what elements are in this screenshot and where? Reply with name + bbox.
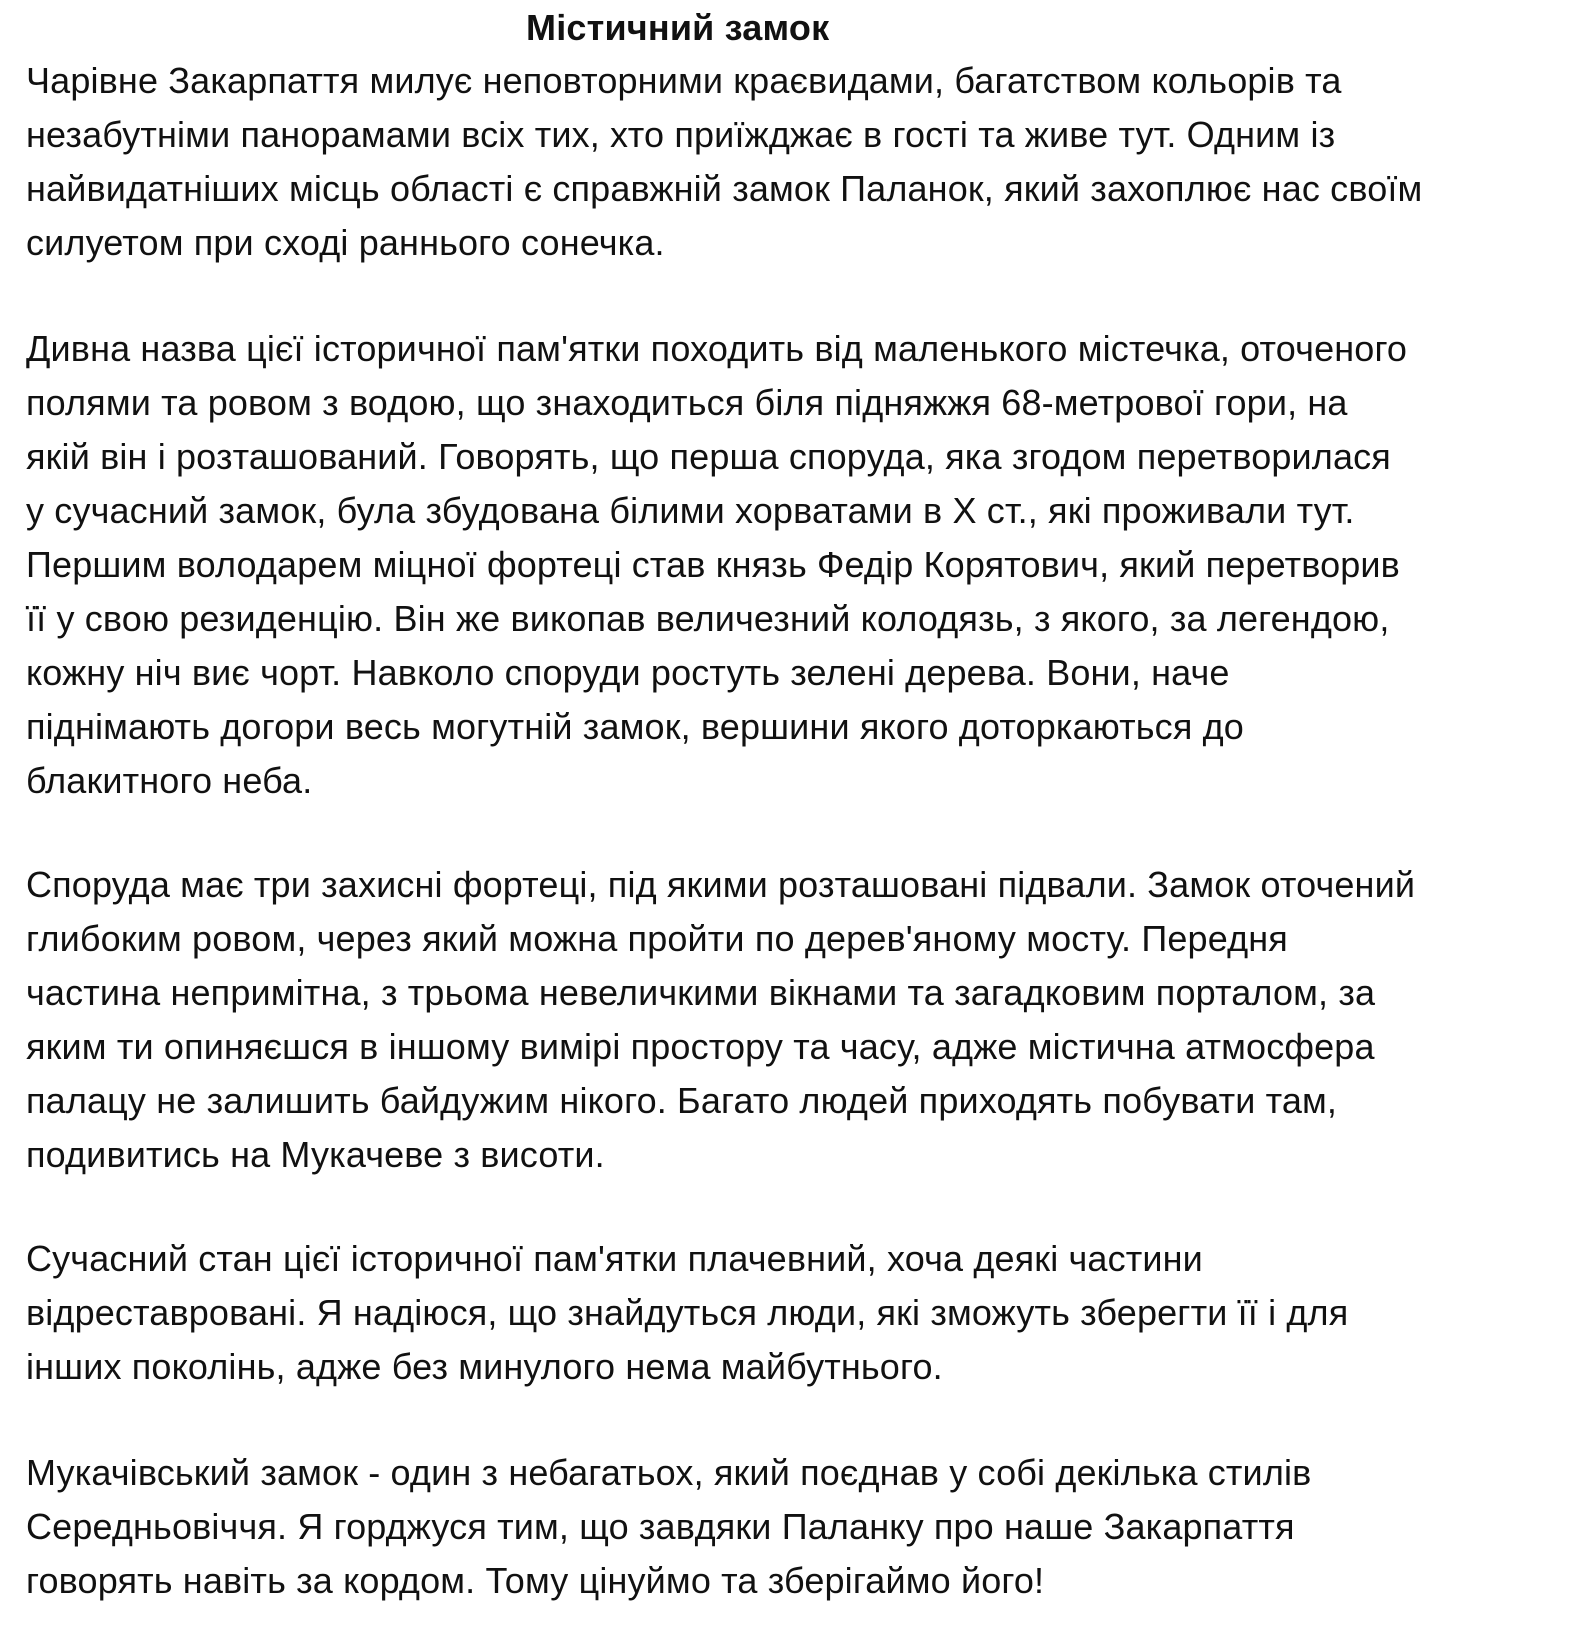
document-title: Містичний замок [526,7,830,48]
paragraph-2 [26,322,1556,808]
paragraph-line: Споруда має три захисні фортеці, під якими розташовані підвали. Замок оточений [26,864,1416,905]
paragraph-line: найвидатніших місць області є справжній замок Паланок, який захоплює нас своїм [26,168,1423,209]
paragraph-line: Чарівне Закарпаття милує неповторними краєвидами, багатством кольорів та [26,60,1342,101]
paragraph-line: глибоким ровом, через який можна пройти по дерев'яному мосту. Передня [26,918,1288,959]
paragraph-line: Мукачівський замок - один з небагатьох, який поєднав у собі декілька стилів [26,1452,1312,1493]
paragraph-5 [26,1446,1556,1608]
paragraph-line: Сучасний стан цієї історичної пам'ятки плачевний, хоча деякі частини [26,1238,1203,1279]
paragraph-line: частина непримітна, з трьома невеличкими вікнами та загадковим порталом, за [26,972,1376,1013]
paragraph-line: блакитного неба. [26,760,313,801]
paragraph-line: кожну ніч виє чорт. Навколо споруди ростуть зелені дерева. Вони, наче [26,652,1230,693]
paragraph-line: подивитись на Мукачеве з висоти. [26,1134,605,1175]
paragraph-line: палацу не залишить байдужим нікого. Багато людей приходять побувати там, [26,1080,1338,1121]
paragraph-4 [26,1232,1556,1394]
paragraph-line: говорять навіть за кордом. Тому цінуймо та зберігаймо його! [26,1560,1045,1601]
paragraph-line: яким ти опиняєшся в іншому вимірі простору та часу, адже містична атмосфера [26,1026,1375,1067]
paragraph-line: Першим володарем міцної фортеці став князь Федір Корятович, який перетворив [26,544,1400,585]
paragraph-1 [26,54,1556,270]
paragraph-line: відреставровані. Я надіюся, що знайдуться люди, які зможуть зберегти її і для [26,1292,1349,1333]
paragraph-line: незабутніми панорамами всіх тих, хто приїжджає в гості та живе тут. Одним із [26,114,1336,155]
paragraph-line: її у свою резиденцію. Він же викопав величезний колодязь, з якого, за легендою, [26,598,1390,639]
paragraph-line: піднімають догори весь могутній замок, вершини якого доторкаються до [26,706,1244,747]
paragraph-line: інших поколінь, адже без минулого нема майбутнього. [26,1346,943,1387]
paragraph-line: Дивна назва цієї історичної пам'ятки походить від маленького містечка, оточеного [26,328,1408,369]
paragraph-line: Середньовіччя. Я горджуся тим, що завдяки Паланку про наше Закарпаття [26,1506,1295,1547]
paragraph-line: якій він і розташований. Говорять, що перша споруда, яка згодом перетворилася [26,436,1391,477]
paragraph-line: силуетом при сході раннього сонечка. [26,222,665,263]
paragraph-line: у сучасний замок, була збудована білими хорватами в Х ст., які проживали тут. [26,490,1355,531]
paragraph-line: полями та ровом з водою, що знаходиться біля підняжжя 68-метрової гори, на [26,382,1348,423]
paragraph-3 [26,858,1556,1182]
